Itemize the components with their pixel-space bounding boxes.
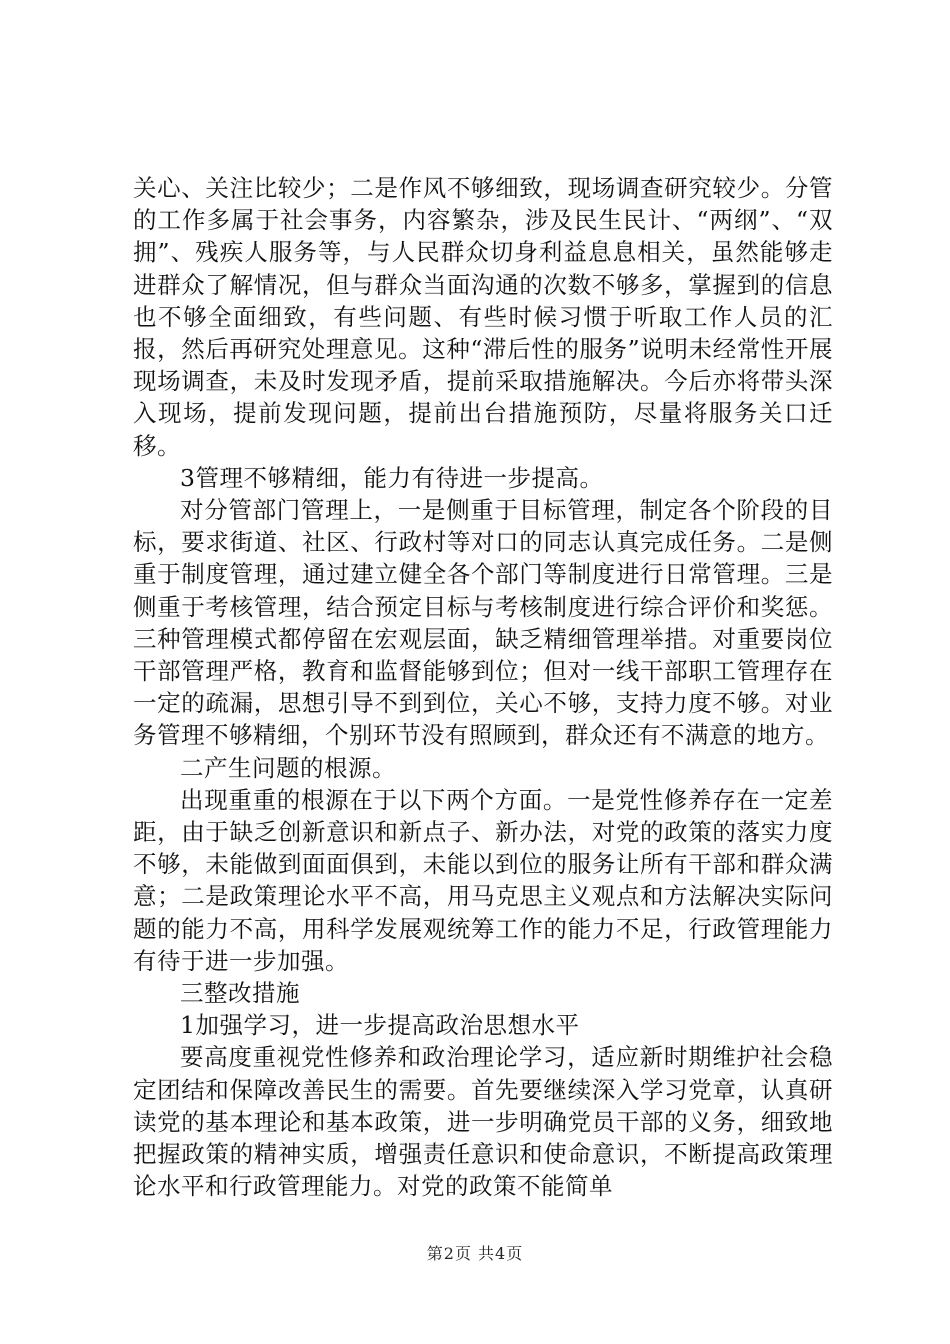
page-number-footer: 第2页 共4页 (426, 1244, 524, 1263)
section-heading: 二产生问题的根源。 (180, 753, 396, 782)
section-heading: 1加强学习，进一步提高政治思想水平 (180, 1011, 580, 1040)
paragraph: 对分管部门管理上，一是侧重于目标管理，制定各个阶段的目标，要求街道、社区、行政村等对口的同志认真完成任务。二是侧重于制度管理，通过建立健全各个部门等制度进行日常管理。三是侧重于考核管理，结合预定目标与考核制度进行综合评价和奖惩。三种管理模式都停留在宏观层面，缺乏精细管理举措。对重要岗位干部管理严格，教育和监督能够到位；但对一线干部职工管理存在一定的疏漏，思想引导不到到位，关心不够，支持力度不够。对业务管理不够精细，个别环节没有照顾到，群众还有不满意的地方。 (133, 496, 833, 750)
paragraph: 关心、关注比较少；二是作风不够细致，现场调查研究较少。分管的工作多属于社会事务，内容繁杂，涉及民生民计、“两纲”、“双拥”、残疾人服务等，与人民群众切身利益息息相关，虽然能够走进群众了解情况，但与群众当面沟通的次数不够多，掌握到的信息也不够全面细致，有些问题、有些时候习惯于听取工作人员的汇报，然后再研究处理意见。这种“滞后性的服务”说明未经常性开展现场调查，未及时发现矛盾，提前采取措施解决。今后亦将带头深入现场，提前发现问题，提前出台措施预防，尽量将服务关口迁移。 (133, 174, 833, 460)
section-heading: 三整改措施 (180, 979, 300, 1008)
section-heading: 3管理不够精细，能力有待进一步提高。 (180, 463, 604, 492)
paragraph: 出现重重的根源在于以下两个方面。一是党性修养存在一定差距，由于缺乏创新意识和新点子、新办法，对党的政策的落实力度不够，未能做到面面俱到，未能以到位的服务让所有干部和群众满意；二是政策理论水平不高，用马克思主义观点和方法解决实际问题的能力不高，用科学发展观统筹工作的能力不足，行政管理能力有待于进一步加强。 (133, 785, 833, 975)
document-body (133, 172, 833, 1203)
paragraph: 要高度重视党性修养和政治理论学习，适应新时期维护社会稳定团结和保障改善民生的需要。首先要继续深入学习党章，认真研读党的基本理论和基本政策，进一步明确党员干部的义务，细致地把握政策的精神实质，增强责任意识和使命意识，不断提高政策理论水平和行政管理能力。对党的政策不能简单 (133, 1043, 833, 1201)
